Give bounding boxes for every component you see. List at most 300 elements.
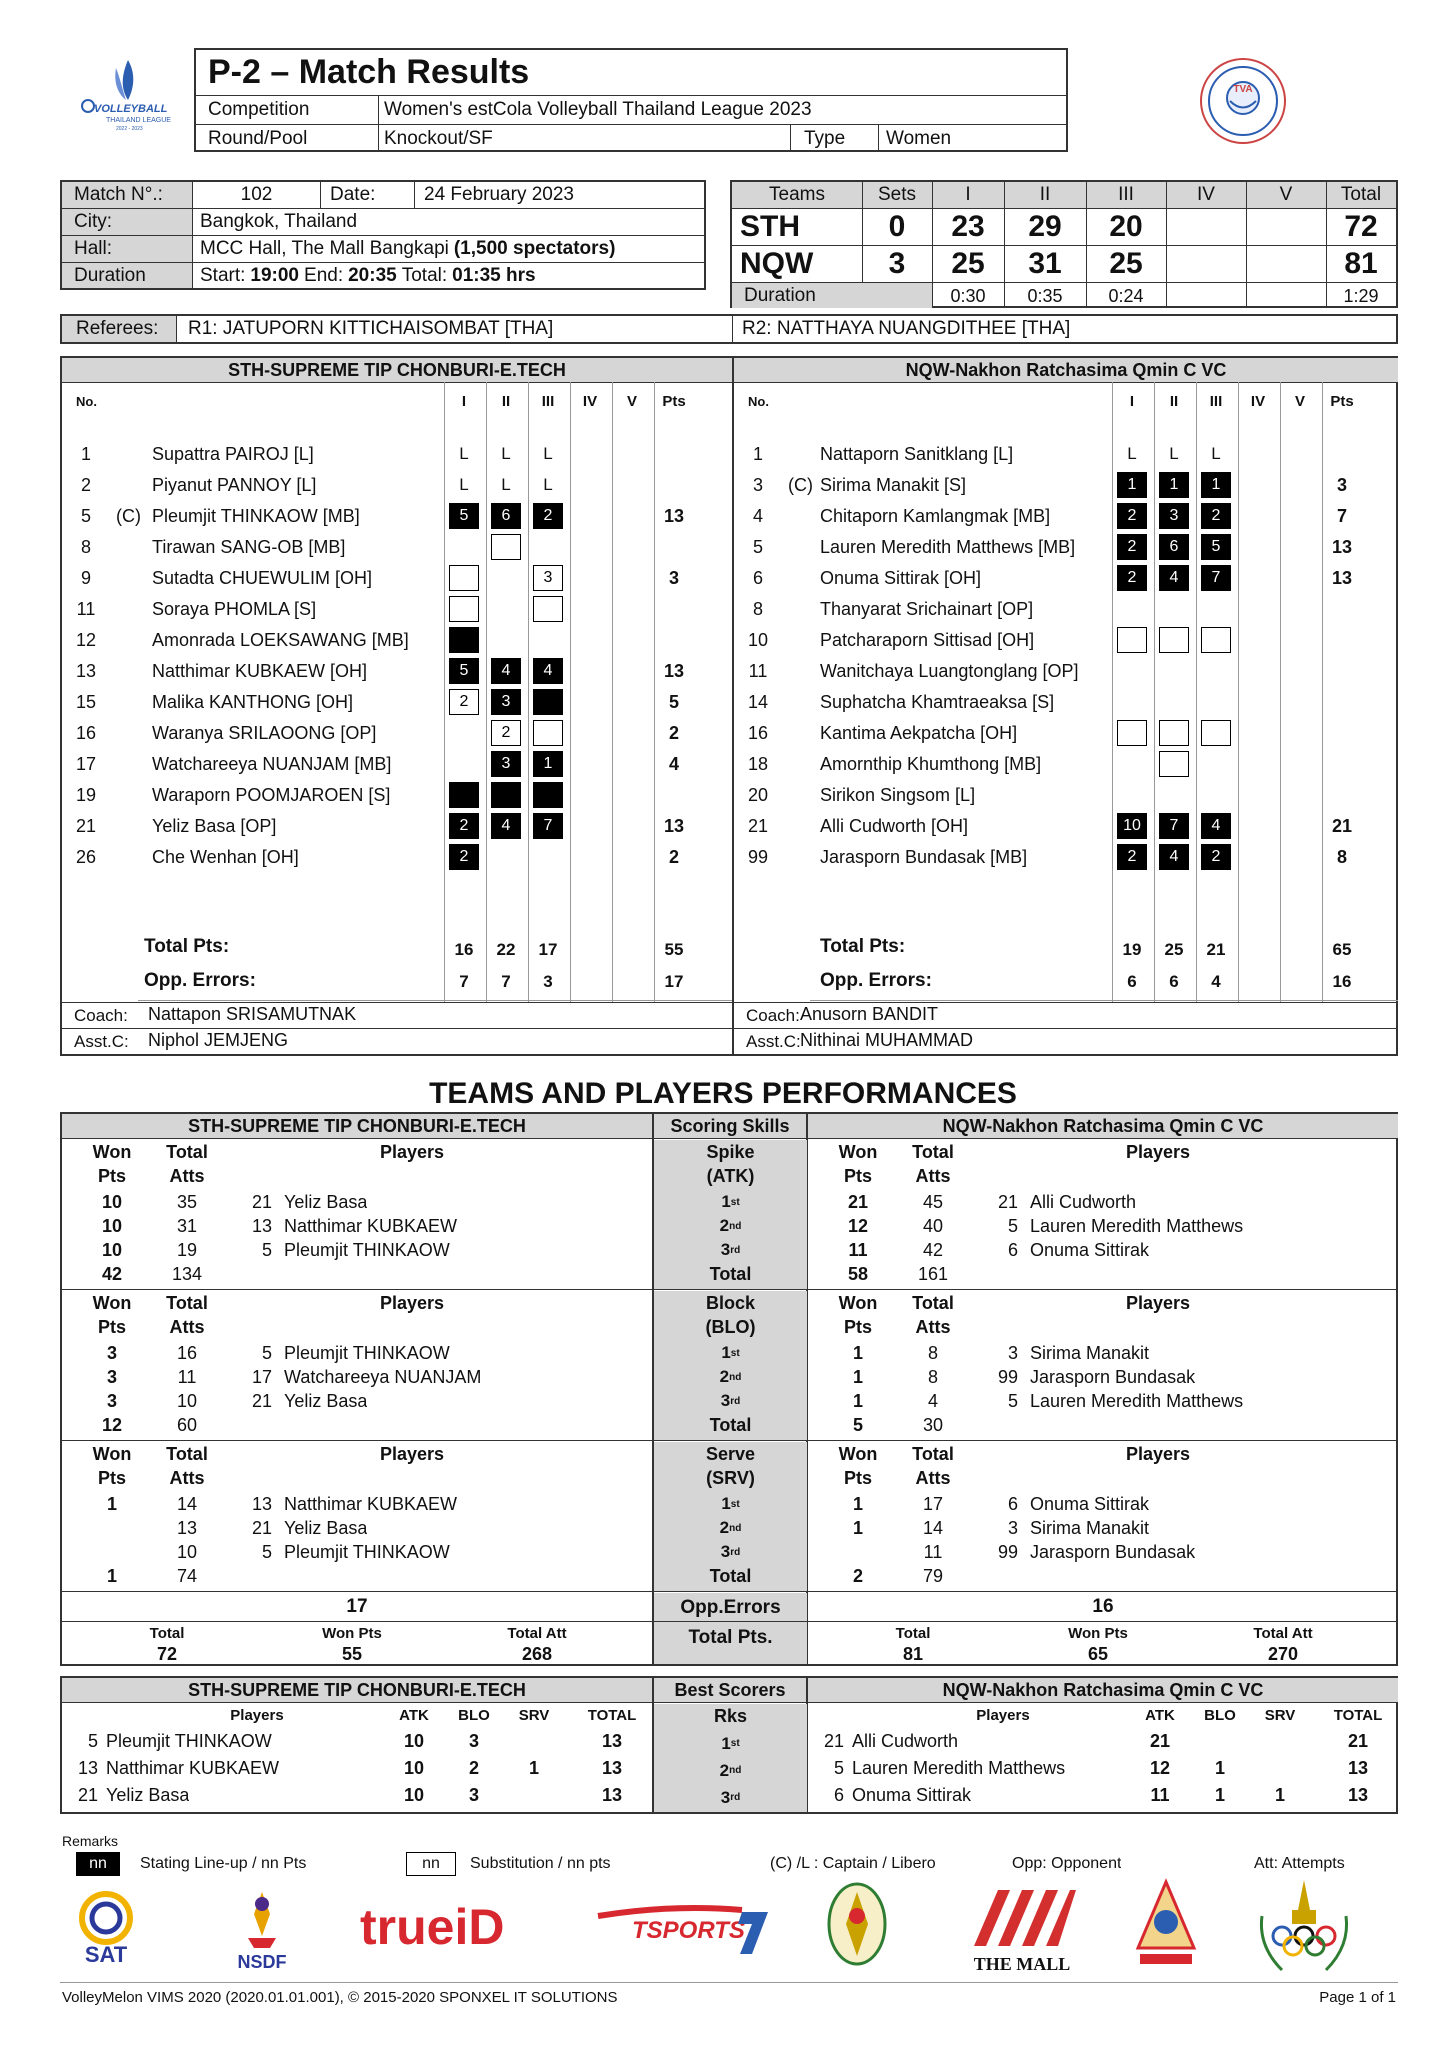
- right-sum-header-0: Total: [895, 1624, 931, 1642]
- roster-opp-5: 16: [1332, 972, 1352, 991]
- right-opp-errors: 16: [1092, 1596, 1114, 1617]
- best-rks-label: Rks: [713, 1705, 748, 1726]
- player-no: 5: [261, 1342, 272, 1363]
- won-pts: 1: [852, 1517, 863, 1538]
- total: 13: [601, 1731, 623, 1751]
- roster-total-5: 55: [664, 940, 684, 959]
- player-no: 3: [1007, 1342, 1018, 1363]
- player-number: 13: [75, 660, 97, 681]
- captain-mark: (C): [788, 474, 813, 495]
- set-libero-mark: L: [459, 475, 469, 494]
- player-number: 20: [747, 784, 769, 805]
- svg-text:TSPORTS: TSPORTS: [632, 1917, 745, 1944]
- referees-box: [60, 314, 1398, 344]
- substitution-box: [533, 720, 563, 746]
- svg-text:SAT: SAT: [84, 1942, 128, 1967]
- left-total-header: Total: [166, 1141, 208, 1162]
- won-pts: [82, 1540, 142, 1564]
- right-total-header: Total: [912, 1141, 954, 1162]
- left-perf-row: [62, 1214, 652, 1238]
- player-no: 99: [997, 1366, 1018, 1387]
- starting-box: 4: [1201, 813, 1231, 839]
- roster-total-3: [570, 936, 610, 964]
- player-number: 3: [752, 474, 763, 495]
- set-libero-mark: L: [501, 475, 511, 494]
- roster-player-row: [734, 502, 1398, 530]
- score-sth-1: 0: [888, 210, 906, 243]
- date-label: Date:: [330, 184, 376, 205]
- svg-text:trueiD: trueiD: [360, 1899, 505, 1955]
- skill-rank: 3 rd: [720, 1391, 741, 1410]
- player-name: Sirima Manakit: [1030, 1342, 1150, 1363]
- svg-text:VOLLEYBALL: VOLLEYBALL: [94, 103, 168, 115]
- player-name: Wanitchaya Luangtonglang [OP]: [820, 660, 1079, 681]
- player-number: 6: [752, 567, 763, 588]
- won-pts: 3: [106, 1342, 117, 1363]
- player-name: Natthimar KUBKAEW [OH]: [152, 660, 368, 681]
- player-points: 4: [668, 753, 679, 774]
- substitution-box: [449, 565, 479, 591]
- set-libero-mark: L: [543, 475, 553, 494]
- won-pts: 12: [847, 1215, 869, 1236]
- right-players-header: Players: [1125, 1141, 1191, 1162]
- left-perf-row: [62, 1365, 652, 1389]
- left-perf-row: [62, 1238, 652, 1262]
- starting-box: 7: [533, 813, 563, 839]
- left-perf-row: [62, 1190, 652, 1214]
- right-total-header: Total: [912, 1292, 954, 1313]
- won-pts: 3: [106, 1390, 117, 1411]
- starting-box: 2: [1117, 534, 1147, 560]
- player-name: Supattra PAIROJ [L]: [152, 443, 314, 464]
- player-name: Chitaporn Kamlangmak [MB]: [820, 505, 1051, 526]
- player-name: Amornthip Khumthong [MB]: [820, 753, 1042, 774]
- right-perf-row: [808, 1238, 1398, 1262]
- score-duration-4: [1246, 283, 1326, 309]
- skill-rank: 2 nd: [719, 1367, 742, 1386]
- starting-box: 5: [449, 503, 479, 529]
- player-name: Amonrada LOEKSAWANG [MB]: [152, 629, 409, 650]
- skill-name: Block: [705, 1292, 756, 1313]
- roster-player-row: [734, 719, 1398, 747]
- score-duration-1: 0:35: [1027, 285, 1063, 306]
- starting-box: 4: [491, 658, 521, 684]
- legend-starting-text: Stating Line-up / nn Pts: [140, 1855, 307, 1872]
- right-best-header-3: SRV: [1264, 1706, 1296, 1724]
- total-atts: 4: [927, 1390, 938, 1411]
- total-atts: 14: [176, 1493, 198, 1514]
- olympic-committee-emblem: [1252, 1876, 1356, 1976]
- starting-box: 2: [1117, 844, 1147, 870]
- player-name: Jarasporn Bundasak [MB]: [820, 846, 1028, 867]
- asst-coach-label: Asst.C:: [74, 1032, 129, 1051]
- player-name: Sirima Manakit [S]: [820, 474, 967, 495]
- competition-label: Competition: [208, 99, 310, 120]
- svg-text:TVA: TVA: [1233, 84, 1253, 95]
- player-name: Alli Cudworth [OH]: [820, 815, 969, 836]
- starting-box: 3: [491, 751, 521, 777]
- referees-label: Referees:: [76, 318, 159, 339]
- player-name: Pleumjit THINKAOW: [284, 1342, 450, 1363]
- left-best-row: [62, 1782, 652, 1809]
- roster-total-4: [612, 936, 652, 964]
- competition-value: Women's estCola Volleyball Thailand League 2023: [384, 99, 812, 120]
- legend-opp: Opp: Opponent: [1012, 1855, 1122, 1872]
- player-name: Sirima Manakit: [1030, 1517, 1150, 1538]
- coach-label: Coach:: [746, 1006, 800, 1025]
- left-atts-total: 60: [176, 1414, 198, 1435]
- round-value: Knockout/SF: [384, 127, 493, 149]
- atk: 21: [1149, 1731, 1171, 1751]
- legend-att: Att: Attempts: [1254, 1855, 1345, 1872]
- roster-player-row: [62, 750, 732, 778]
- total-atts: 35: [176, 1191, 198, 1212]
- score-nqw-6: [1246, 246, 1326, 282]
- right-perf-row: [808, 1214, 1398, 1238]
- player-no: 13: [77, 1758, 98, 1778]
- right-atts-total: 79: [922, 1565, 944, 1586]
- roster-no-label: No.: [748, 393, 769, 409]
- spectators: (1,500 spectators): [453, 238, 616, 259]
- right-won-header: Won: [838, 1292, 878, 1313]
- trueid-logo: [356, 1896, 552, 1956]
- roster-opp-1: 7: [501, 972, 511, 991]
- right-best-header-0: Players: [976, 1706, 1030, 1724]
- substitution-box: [1201, 627, 1231, 653]
- left-pts-header: Pts: [97, 1165, 126, 1186]
- title-box: [194, 48, 1068, 152]
- score-header-6: V: [1279, 184, 1293, 205]
- starting-box: 5: [449, 658, 479, 684]
- roster-set-header-3: IV: [1250, 392, 1266, 410]
- total-atts: 11: [923, 1541, 943, 1562]
- score-header-7: Total: [1340, 184, 1382, 205]
- atk: 10: [403, 1731, 425, 1751]
- player-no: 5: [833, 1758, 844, 1778]
- roster-player-row: [734, 626, 1398, 654]
- player-number: 19: [75, 784, 97, 805]
- left-total-header: Total: [166, 1292, 208, 1313]
- left-won-total: 42: [101, 1263, 123, 1284]
- player-name: Onuma Sittirak: [1030, 1493, 1150, 1514]
- player-number: 5: [752, 536, 763, 557]
- won-pts: 1: [852, 1493, 863, 1514]
- right-best-row: [808, 1728, 1398, 1755]
- roster-total-1: 25: [1164, 940, 1184, 959]
- skill-column: [654, 1291, 807, 1440]
- left-best-row: [62, 1728, 652, 1755]
- skill-name: Spike: [706, 1141, 755, 1162]
- page-title: P-2 – Match Results: [208, 52, 530, 91]
- blo: 3: [468, 1785, 479, 1805]
- skill-abbr: (BLO): [705, 1316, 756, 1337]
- roster-opp-3: [570, 968, 610, 996]
- best-rank-column: [654, 1704, 807, 1812]
- set-libero-mark: L: [1211, 444, 1221, 463]
- player-no: 21: [251, 1517, 272, 1538]
- right-won-header: Won: [838, 1443, 878, 1464]
- right-players-header: Players: [1125, 1292, 1191, 1313]
- substitution-box: 2: [449, 689, 479, 715]
- perf-title: TEAMS AND PLAYERS PERFORMANCES: [429, 1077, 1017, 1110]
- roster-total-0: 16: [454, 940, 474, 959]
- left-best-header-0: Players: [230, 1706, 284, 1724]
- player-name: Alli Cudworth: [1030, 1191, 1137, 1212]
- player-number: 21: [747, 815, 769, 836]
- player-points: 13: [1331, 536, 1353, 557]
- best-scorers: [60, 1676, 1398, 1814]
- player-no: 21: [251, 1191, 272, 1212]
- player-points: 3: [1336, 474, 1347, 495]
- score-duration-0: 0:30: [950, 285, 986, 306]
- score-nqw-4: 25: [1109, 247, 1143, 280]
- skill-name: Serve: [705, 1443, 756, 1464]
- player-name: Suphatcha Khamtraeaksa [S]: [820, 691, 1055, 712]
- left-best-header-2: BLO: [458, 1706, 490, 1724]
- roster-set-header-2: III: [1209, 392, 1223, 410]
- roster-player-row: [62, 781, 732, 809]
- substitution-box: [491, 534, 521, 560]
- rosters-box: [60, 356, 1398, 1056]
- skill-rank: 1 st: [721, 1494, 740, 1513]
- left-won-total: 12: [101, 1414, 123, 1435]
- roster-player-row: [734, 657, 1398, 685]
- right-best-row: [808, 1782, 1398, 1809]
- set-libero-mark: L: [501, 444, 511, 463]
- score-header-5: IV: [1197, 184, 1215, 205]
- roster-total-2: 21: [1206, 940, 1226, 959]
- perf-section-atk: [62, 1140, 1396, 1291]
- total-atts: 19: [176, 1239, 198, 1260]
- player-name: Onuma Sittirak [OH]: [820, 567, 982, 588]
- roster-opp-0: 6: [1127, 972, 1137, 991]
- player-name: Onuma Sittirak: [1030, 1239, 1150, 1260]
- roster-player-row: [62, 440, 732, 468]
- right-perf-row: [808, 1341, 1398, 1365]
- srv: [1250, 1755, 1310, 1782]
- starting-box: 2: [1201, 503, 1231, 529]
- won-pts: 10: [101, 1215, 123, 1236]
- left-sum-header-1: Won Pts: [322, 1624, 382, 1642]
- left-logo: [76, 54, 176, 134]
- player-name: Jarasporn Bundasak: [1030, 1366, 1196, 1387]
- legend-subst-box: nn: [406, 1852, 456, 1876]
- atk: 12: [1149, 1758, 1171, 1778]
- right-perf-row: [808, 1492, 1398, 1516]
- roster-total-5: 65: [1332, 940, 1352, 959]
- svg-text:NSDF: NSDF: [237, 1952, 287, 1972]
- roster-player-row: [62, 471, 732, 499]
- starting-box: 2: [533, 503, 563, 529]
- date-value: 24 February 2023: [424, 184, 574, 205]
- substitution-box: 3: [533, 565, 563, 591]
- player-points: 8: [1336, 846, 1347, 867]
- player-no: 6: [1007, 1239, 1018, 1260]
- svg-text:2022 - 2023: 2022 - 2023: [116, 126, 143, 132]
- player-name: Lauren Meredith Matthews: [1030, 1390, 1244, 1411]
- roster-total-3: [1238, 936, 1278, 964]
- total-pts-label: Total Pts.: [688, 1627, 773, 1648]
- starting-box: 4: [1159, 844, 1189, 870]
- roster-set-header-1: II: [501, 392, 511, 410]
- left-atts-header: Atts: [169, 1165, 205, 1186]
- svg-text:THE MALL: THE MALL: [973, 1954, 1071, 1974]
- skill-rank: 2 nd: [719, 1216, 742, 1235]
- score-sth-2: 23: [951, 210, 985, 243]
- roster-opp-2: 4: [1211, 972, 1221, 991]
- skill-rank: 2 nd: [719, 1518, 742, 1537]
- best-right-team: NQW-Nakhon Ratchasima Qmin C VC: [808, 1678, 1398, 1702]
- hall-label: Hall:: [74, 238, 113, 259]
- won-pts: 11: [848, 1239, 868, 1260]
- roster-player-row: [62, 843, 732, 871]
- player-number: 2: [80, 474, 91, 495]
- player-name: Waraporn POOMJAROEN [S]: [152, 784, 391, 805]
- starting-box: 3: [1159, 503, 1189, 529]
- left-perf-row: [62, 1389, 652, 1413]
- player-number: 1: [80, 443, 91, 464]
- left-won-header: Won: [92, 1141, 132, 1162]
- substitution-box: [1159, 751, 1189, 777]
- player-no: 5: [261, 1541, 272, 1562]
- asst-coach-label: Asst.C:: [746, 1032, 801, 1051]
- player-number: 26: [75, 846, 97, 867]
- starting-box: 1: [533, 751, 563, 777]
- right-perf-row: [808, 1540, 1398, 1564]
- left-perf-row: [62, 1516, 652, 1540]
- roster-player-row: [734, 750, 1398, 778]
- perf-skills-header: Scoring Skills: [653, 1114, 807, 1138]
- substitution-box: [1117, 627, 1147, 653]
- roster-pts-header: Pts: [1330, 392, 1354, 410]
- total-atts: 45: [922, 1191, 944, 1212]
- starting-box: 2: [1117, 503, 1147, 529]
- right-best-row: [808, 1755, 1398, 1782]
- right-perf-row: [808, 1190, 1398, 1214]
- player-name: Lauren Meredith Matthews: [852, 1758, 1066, 1778]
- roster-player-row: [734, 533, 1398, 561]
- starting-box: 4: [1159, 565, 1189, 591]
- legend-captain: (C) /L : Captain / Libero: [770, 1855, 936, 1872]
- srv: [504, 1782, 564, 1809]
- player-name: Thanyarat Srichainart [OP]: [820, 598, 1034, 619]
- substitution-box: [1201, 720, 1231, 746]
- score-sth-3: 29: [1028, 210, 1062, 243]
- left-atts-total: 134: [171, 1263, 203, 1284]
- player-name: Sutadta CHUEWULIM [OH]: [152, 567, 373, 588]
- player-points: 13: [663, 660, 685, 681]
- roster-opp-4: [1280, 968, 1320, 996]
- score-nqw-1: 3: [888, 247, 906, 280]
- legend-subst-text: Substitution / nn pts: [470, 1855, 611, 1872]
- player-name: Tirawan SANG-OB [MB]: [152, 536, 346, 557]
- city-label: City:: [74, 211, 112, 232]
- right-players-header: Players: [1125, 1443, 1191, 1464]
- right-sum-header-2: Total Att: [1253, 1624, 1313, 1642]
- total-atts: 11: [177, 1366, 197, 1387]
- player-number: 16: [747, 722, 769, 743]
- city-value: Bangkok, Thailand: [200, 211, 358, 232]
- srv: 1: [1274, 1785, 1285, 1805]
- player-name: Che Wenhan [OH]: [152, 846, 299, 867]
- starting-box: 1: [1201, 472, 1231, 498]
- right-logo: [1198, 56, 1288, 146]
- substitution-box: [449, 596, 479, 622]
- starting-box: 2: [1117, 565, 1147, 591]
- roster-no-label: No.: [76, 393, 97, 409]
- player-name: Yeliz Basa: [106, 1785, 190, 1805]
- roster-team-name: NQW-Nakhon Ratchasima Qmin C VC: [734, 358, 1398, 382]
- roster-pts-header: Pts: [662, 392, 686, 410]
- player-no: 3: [1007, 1517, 1018, 1538]
- left-opp-errors: 17: [346, 1596, 368, 1617]
- perf-left-team: STH-SUPREME TIP CHONBURI-E.TECH: [62, 1114, 652, 1138]
- blo: 1: [1214, 1758, 1225, 1778]
- association-emblem: [1130, 1878, 1202, 1974]
- starting-box: 3: [491, 689, 521, 715]
- score-header-1: Sets: [877, 184, 917, 205]
- score-duration-2: 0:24: [1108, 285, 1144, 306]
- skill-total-label: Total: [709, 1565, 752, 1586]
- skill-rank: 3 rd: [720, 1542, 741, 1561]
- roster-opp-2: 3: [543, 972, 553, 991]
- roster-total-label: Total Pts:: [144, 936, 230, 957]
- player-name: Soraya PHOMLA [S]: [152, 598, 317, 619]
- blo: 2: [468, 1758, 479, 1778]
- left-won-total: 1: [106, 1565, 117, 1586]
- referee-r1: R1: JATUPORN KITTICHAISOMBAT [THA]: [188, 318, 554, 339]
- roster-player-row: [62, 502, 732, 530]
- roster-set-header-1: II: [1169, 392, 1179, 410]
- won-pts: 1: [852, 1342, 863, 1363]
- left-pts-header: Pts: [97, 1467, 126, 1488]
- roster-player-row: [734, 595, 1398, 623]
- score-sth-7: 72: [1344, 210, 1378, 243]
- player-number: 8: [752, 598, 763, 619]
- player-number: 14: [747, 691, 769, 712]
- player-name: Watchareeya NUANJAM: [284, 1366, 482, 1387]
- match-no-label: Match N°.:: [74, 184, 163, 205]
- roster-total-label: Total Pts:: [820, 936, 906, 957]
- blo: 3: [468, 1731, 479, 1751]
- roster-team-name: STH-SUPREME TIP CHONBURI-E.TECH: [62, 358, 732, 382]
- round-label: Round/Pool: [208, 127, 308, 149]
- won-pts: 1: [106, 1493, 117, 1514]
- total: 13: [601, 1758, 623, 1778]
- left-perf-row: [62, 1492, 652, 1516]
- player-points: 13: [1331, 567, 1353, 588]
- roster-player-row: [734, 564, 1398, 592]
- player-name: Pleumjit THINKAOW: [106, 1731, 272, 1751]
- left-best-header-4: TOTAL: [587, 1706, 637, 1724]
- score-sth-4: 20: [1109, 210, 1143, 243]
- score-sth-5: [1166, 209, 1246, 245]
- right-best-header-4: TOTAL: [1333, 1706, 1383, 1724]
- perf-section-blo: [62, 1291, 1396, 1442]
- skill-abbr: (SRV): [706, 1467, 755, 1488]
- player-no: 21: [77, 1785, 98, 1805]
- captain-mark: (C): [116, 505, 141, 526]
- starting-box: [533, 689, 563, 715]
- coach-name: Nattapon SRISAMUTNAK: [148, 1003, 357, 1024]
- left-atts-header: Atts: [169, 1467, 205, 1488]
- set-libero-mark: L: [543, 444, 553, 463]
- roster-opp-label: Opp. Errors:: [820, 970, 932, 991]
- right-won-total: 2: [852, 1565, 863, 1586]
- player-number: 4: [752, 505, 763, 526]
- player-number: 10: [747, 629, 769, 650]
- player-no: 13: [251, 1493, 272, 1514]
